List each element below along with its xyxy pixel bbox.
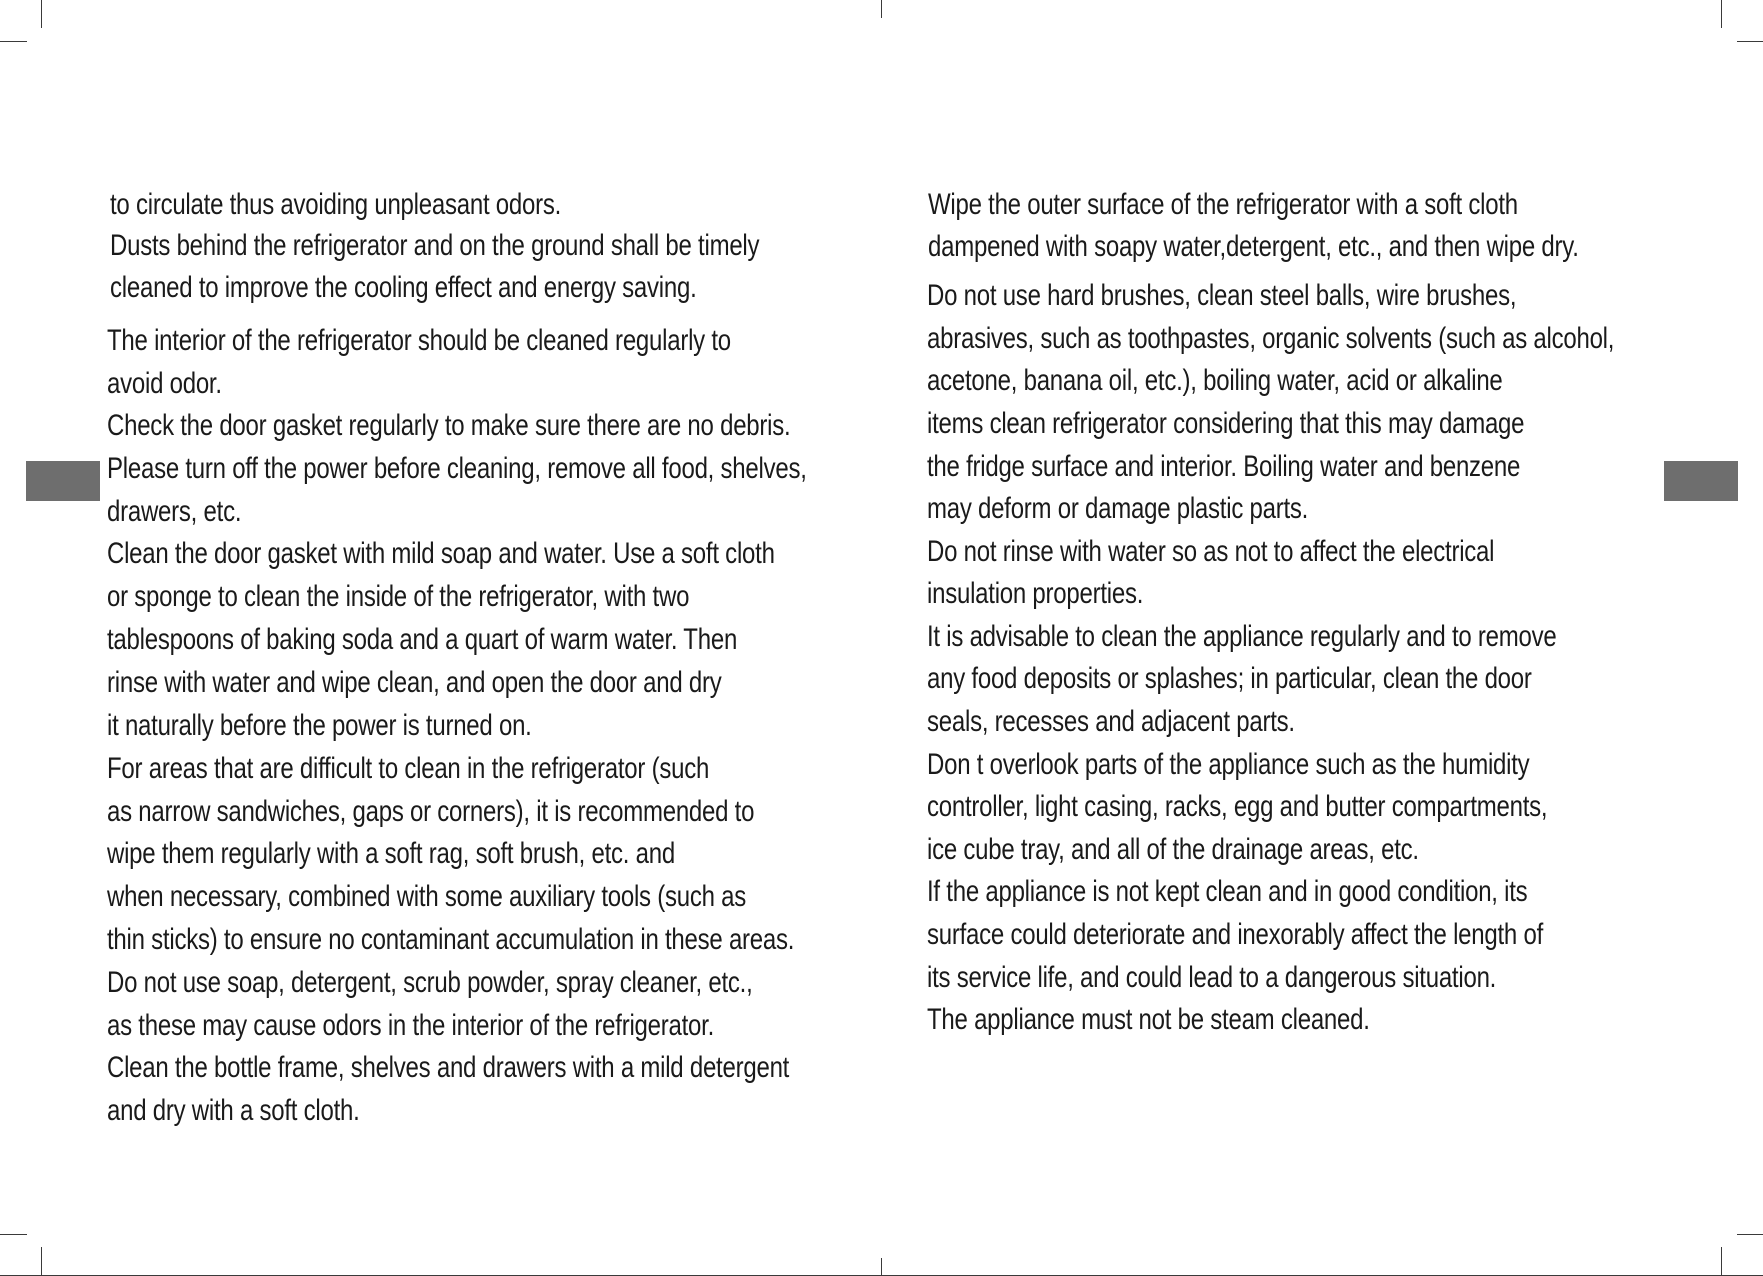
crop-mark-bottom-right-horizontal [1737,1234,1763,1235]
text-line: Please turn off the power before cleaning, remove all food, shelves, [107,452,807,485]
text-line: For areas that are difficult to clean in the refrigerator (such [107,752,710,785]
text-line: wipe them regularly with a soft rag, soft brush, etc. and [107,837,675,870]
text-line: cleaned to improve the cooling effect and energy saving. [110,271,697,304]
text-line: acetone, banana oil, etc.), boiling water, acid or alkaline [927,364,1503,397]
crop-mark-top-center [881,0,882,18]
text-line: drawers, etc. [107,495,242,528]
text-line: tablespoons of baking soda and a quart of warm water. Then [107,623,738,656]
text-line: avoid odor. [107,367,222,400]
text-line: The interior of the refrigerator should be cleaned regularly to [107,324,731,357]
text-line: seals, recesses and adjacent parts. [927,705,1295,738]
text-line: Wipe the outer surface of the refrigerator with a soft cloth [928,188,1518,221]
text-line: and dry with a soft cloth. [107,1094,360,1127]
text-line: or sponge to clean the inside of the refrigerator, with two [107,580,690,613]
left-side-tab [26,461,100,501]
text-line: when necessary, combined with some auxiliary tools (such as [107,880,747,913]
text-line: Do not use hard brushes, clean steel balls, wire brushes, [927,279,1517,312]
text-line: any food deposits or splashes; in particular, clean the door [927,662,1532,695]
crop-mark-bottom-left-vertical [41,1247,42,1276]
text-line: Do not use soap, detergent, scrub powder, spray cleaner, etc., [107,966,753,999]
text-line: it naturally before the power is turned on. [107,709,532,742]
crop-mark-bottom-center [881,1258,882,1276]
text-line: insulation properties. [927,577,1144,610]
text-line: Clean the bottle frame, shelves and drawers with a mild detergent [107,1051,790,1084]
crop-mark-top-right-vertical [1721,0,1722,28]
text-line: to circulate thus avoiding unpleasant odors. [110,188,562,221]
text-line: thin sticks) to ensure no contaminant accumulation in these areas. [107,923,795,956]
text-line: Dusts behind the refrigerator and on the ground shall be timely [110,229,760,262]
text-line: as these may cause odors in the interior of the refrigerator. [107,1009,715,1042]
text-line: Check the door gasket regularly to make sure there are no debris. [107,409,791,442]
crop-mark-bottom-left-horizontal [0,1234,27,1235]
crop-mark-top-right-horizontal [1737,41,1763,42]
text-line: rinse with water and wipe clean, and open the door and dry [107,666,722,699]
text-line: may deform or damage plastic parts. [927,492,1309,525]
crop-mark-bottom-right-vertical [1721,1247,1722,1276]
text-line: surface could deteriorate and inexorably affect the length of [927,918,1543,951]
text-line: ice cube tray, and all of the drainage areas, etc. [927,833,1419,866]
text-line: as narrow sandwiches, gaps or corners), it is recommended to [107,795,755,828]
text-line: its service life, and could lead to a dangerous situation. [927,961,1497,994]
text-line: dampened with soapy water,detergent, etc., and then wipe dry. [928,230,1579,263]
text-line: items clean refrigerator considering that this may damage [927,407,1525,440]
crop-mark-top-left-horizontal [0,41,27,42]
text-line: It is advisable to clean the appliance regularly and to remove [927,620,1557,653]
text-line: controller, light casing, racks, egg and butter compartments, [927,790,1548,823]
text-line: The appliance must not be steam cleaned. [927,1003,1370,1036]
text-line: abrasives, such as toothpastes, organic solvents (such as alcohol, [927,322,1615,355]
text-line: the fridge surface and interior. Boiling water and benzene [927,450,1521,483]
text-line: Don t overlook parts of the appliance such as the humidity [927,748,1530,781]
text-line: Clean the door gasket with mild soap and water. Use a soft cloth [107,537,775,570]
crop-mark-top-left-vertical [41,0,42,28]
right-side-tab [1664,461,1738,501]
text-line: Do not rinse with water so as not to affect the electrical [927,535,1495,568]
text-line: If the appliance is not kept clean and in good condition, its [927,875,1528,908]
